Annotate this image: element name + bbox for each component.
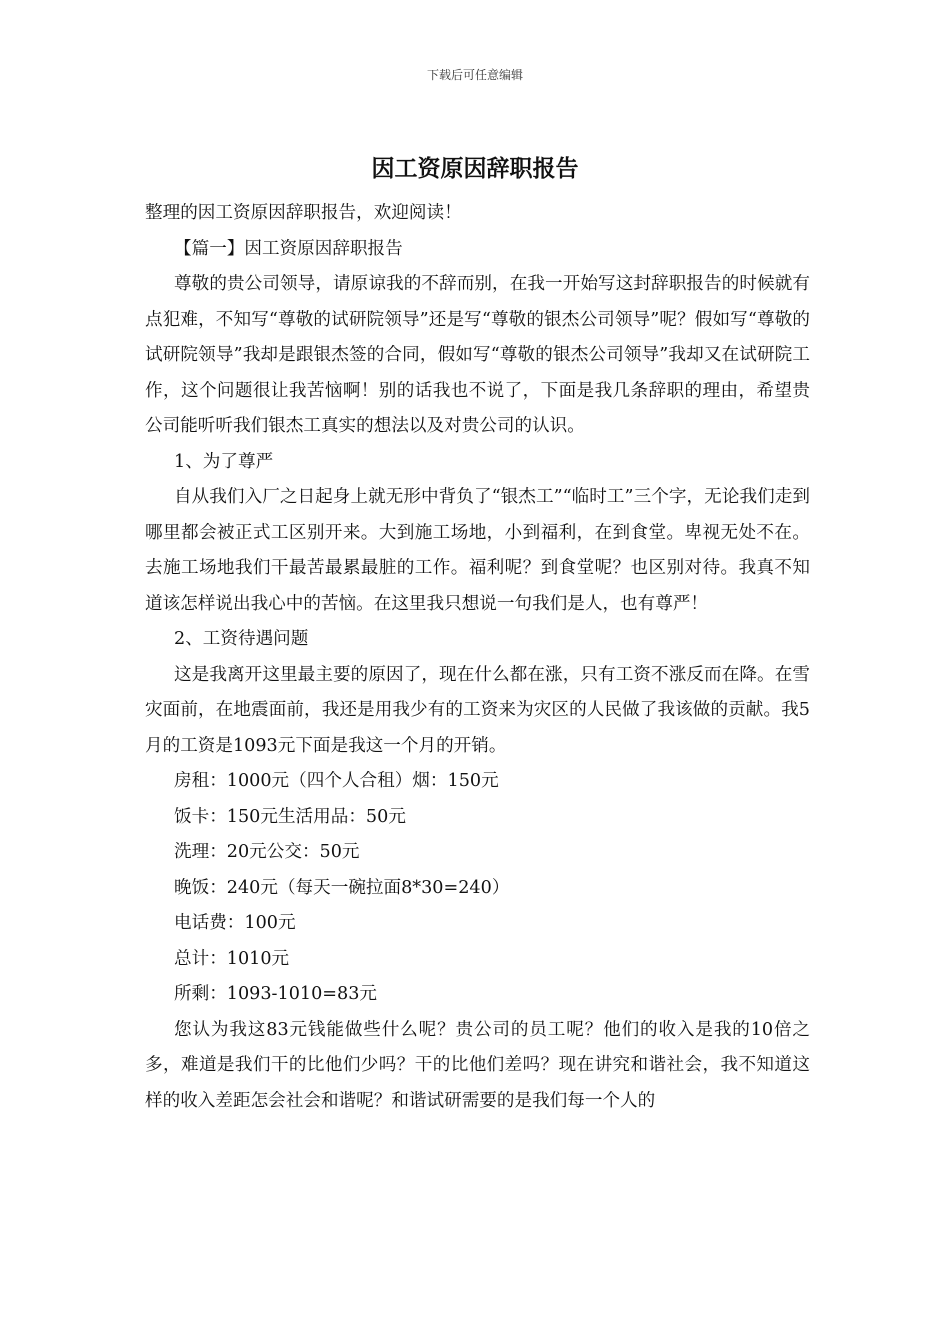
expense-total: 总计：1010元 <box>174 948 290 969</box>
expense-line-rent: 房租：1000元（四个人合租）烟：150元 <box>174 771 499 791</box>
reason-heading-dignity: 1、为了尊严 <box>174 451 274 472</box>
salutation-paragraph: 尊敬的贵公司领导，请原谅我的不辞而别，在我一开始写这封辞职报告的时候就有点犯难，不知写“尊敬的试研院领导”还是写“尊敬的银杰公司领导”呢？假如写“尊敬的试研院领导”我却是跟银杰签的合同，假如写“尊敬的银杰公司领导”我却又在试研院工作，这个问题很让我苦恼啊！别的话我也不说了，下面是我几条辞职的理由，希望贵公司能听听我们银杰工真实的想法以及对贵公司的认识。 <box>145 274 810 436</box>
document-body <box>145 196 810 1119</box>
document-title: 因工资原因辞职报告 <box>371 155 579 182</box>
dignity-paragraph: 自从我们入厂之日起身上就无形中背负了“银杰工”“临时工”三个字，无论我们走到哪里都会被正式工区别开来。大到施工场地，小到福利，在到食堂。卑视无处不在。去施工场地我们干最苦最累最脏的工作。福利呢？到食堂呢？也区别对待。我真不知道该怎样说出我心中的苦恼。在这里我只想说一句我们是人，也有尊严！ <box>145 487 810 614</box>
download-note: 下载后可任意编辑 <box>426 68 523 82</box>
expense-remaining: 所剩：1093-1010=83元 <box>174 984 377 1004</box>
salary-paragraph: 这是我离开这里最主要的原因了，现在什么都在涨，只有工资不涨反而在降。在雪灾面前，在地震面前，我还是用我少有的工资来为灾区的人民做了我该做的贡献。我5月的工资是1093元下面是我这一个月的开销。 <box>145 664 810 756</box>
expense-line-haircut: 洗理：20元公交：50元 <box>174 842 360 862</box>
section-heading-part-one: 【篇一】因工资原因辞职报告 <box>174 238 403 259</box>
expense-line-dinner: 晚饭：240元（每天一碗拉面8*30=240） <box>174 877 510 898</box>
expense-line-phone: 电话费：100元 <box>174 913 296 933</box>
reason-heading-salary: 2、工资待遇问题 <box>174 629 309 649</box>
intro-paragraph: 整理的因工资原因辞职报告，欢迎阅读！ <box>145 203 462 223</box>
expense-line-meal-card: 饭卡：150元生活用品：50元 <box>174 806 406 827</box>
closing-paragraph: 您认为我这83元钱能做些什么呢？贵公司的员工呢？他们的收入是我的10倍之多，难道是我们干的比他们少吗？干的比他们差吗？现在讲究和谐社会，我不知道这样的收入差距怎会社会和谐呢？和谐试研需要的是我们每一个人的 <box>145 1019 810 1111</box>
